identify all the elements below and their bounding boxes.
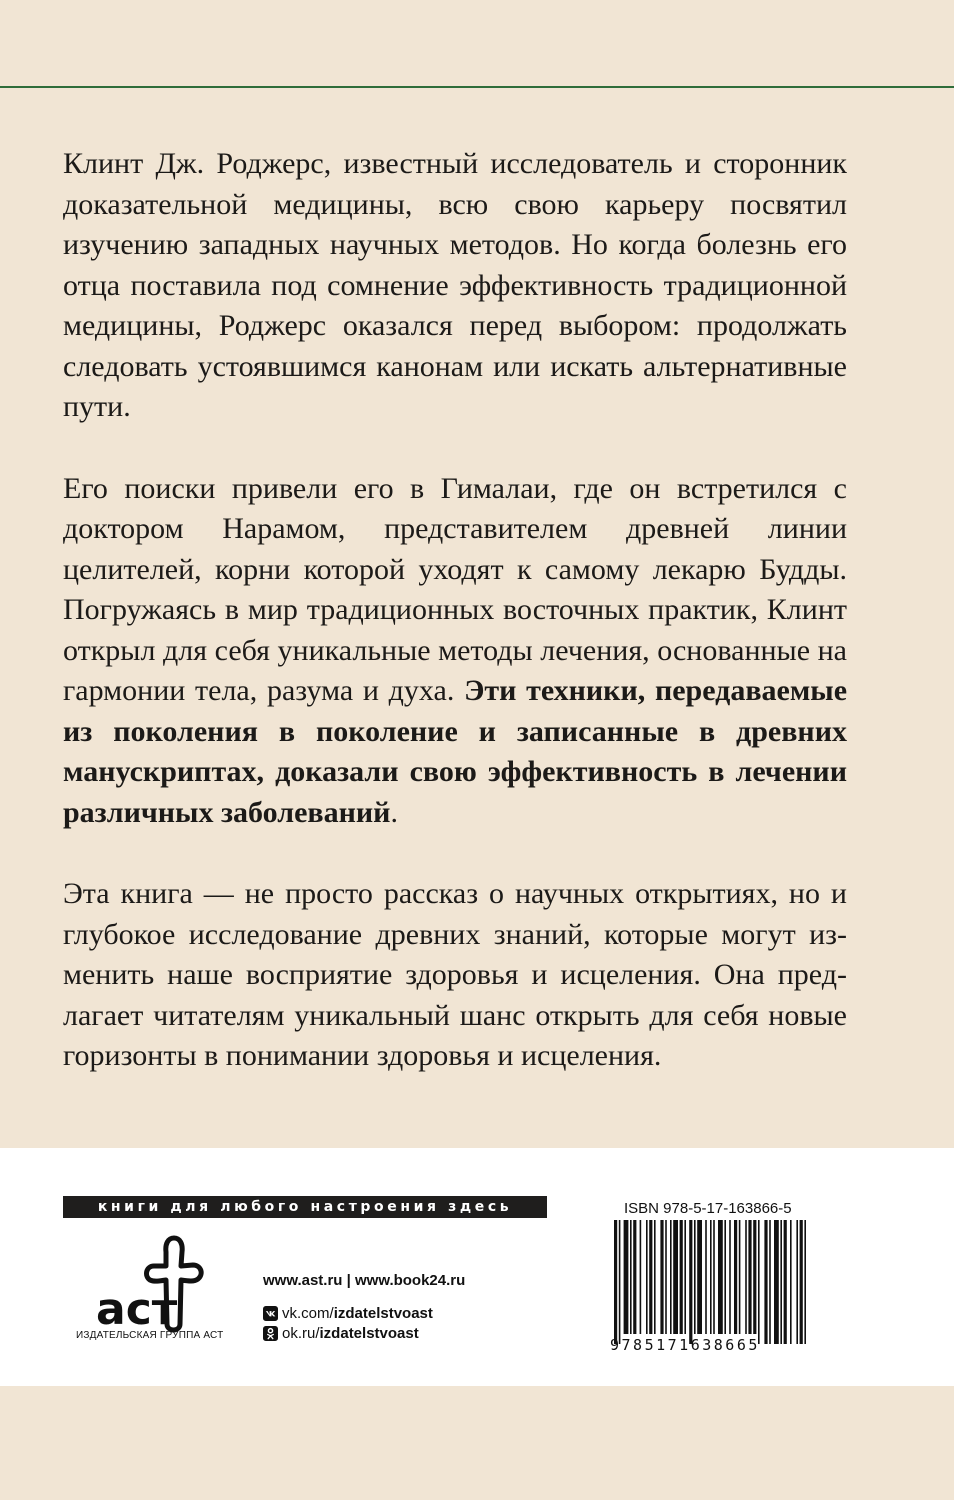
- barcode-bar: [665, 1220, 667, 1334]
- barcode-bar: [619, 1220, 621, 1344]
- barcode-bar: [646, 1220, 648, 1334]
- barcode-bar: [673, 1220, 678, 1334]
- barcode-bar: [739, 1220, 741, 1334]
- barcode-bar: [705, 1220, 707, 1334]
- barcode-bar: [764, 1220, 767, 1344]
- vk-domain: vk.com/: [282, 1304, 334, 1322]
- barcode-bar: [660, 1220, 663, 1334]
- annotation-paragraph-1: Клинт Дж. Роджерс, известный исследователь и сторонник доказательной медицины, всю свою карьеру посвятил изучению западных научных методов. Но когда болезнь его отца поставила под сомнение эффективность традиционной медицины, Роджерс оказался перед выбором: продолжать следовать устоявшимся канонам или искать альтернативные пути.: [63, 147, 847, 423]
- barcode-bar: [790, 1220, 792, 1344]
- website-links[interactable]: www.ast.ru | www.book24.ru: [263, 1272, 466, 1289]
- barcode-bar: [630, 1220, 632, 1334]
- barcode-bar: [718, 1220, 723, 1334]
- barcode-bar: [649, 1220, 652, 1334]
- isbn-label: ISBN 978-5-17-163866-5: [624, 1200, 792, 1217]
- barcode-bar: [689, 1220, 692, 1344]
- barcode-bar: [724, 1220, 726, 1334]
- barcode-bar: [697, 1220, 702, 1334]
- barcode-bar: [780, 1220, 782, 1344]
- barcode-bar: [680, 1220, 683, 1334]
- barcode-bar: [753, 1220, 756, 1334]
- barcode-bar: [694, 1220, 696, 1334]
- barcode-bar: [769, 1220, 771, 1344]
- book-annotation: [63, 144, 847, 1077]
- paragraph-2-period: .: [390, 795, 398, 829]
- barcode-bar: [624, 1220, 629, 1334]
- publisher-links: [263, 1272, 465, 1343]
- publisher-info-band: [0, 1148, 954, 1386]
- barcode-bar: [784, 1220, 787, 1344]
- isbn-barcode: [610, 1220, 810, 1348]
- barcode-bar: [710, 1220, 712, 1334]
- ok-icon: [263, 1326, 278, 1341]
- tagline-banner: книги для любого настроения здесь: [63, 1196, 547, 1218]
- barcode-bar: [670, 1220, 672, 1334]
- annotation-paragraph-3: Эта книга — не просто рассказ о научных открытиях, но и глубокое исследование древних знаний, которые могут изменить наше восприятие здоровья и исцеления. Она предлагает читателям уникальный шанс открыть для себя новые горизонты в понимании здоровья и исцеления.: [63, 877, 847, 1072]
- barcode-bar: [654, 1220, 656, 1334]
- logo-lettering: аст: [96, 1284, 178, 1335]
- ok-handle: izdatelstvoast: [319, 1324, 419, 1342]
- ast-logo: [76, 1232, 226, 1342]
- annotation-paragraph-2: [63, 469, 847, 834]
- vk-handle: izdatelstvoast: [333, 1304, 433, 1322]
- barcode-bar: [640, 1220, 642, 1334]
- ok-link[interactable]: [263, 1323, 465, 1343]
- barcode-bar: [684, 1220, 686, 1334]
- barcode-bar: [713, 1220, 715, 1334]
- vk-icon: [263, 1306, 278, 1321]
- barcode-bar: [804, 1220, 806, 1344]
- barcode-bar: [734, 1220, 737, 1334]
- barcode-bar: [633, 1220, 636, 1334]
- barcode-bar: [745, 1220, 747, 1334]
- top-divider-line: [0, 86, 954, 88]
- vk-link[interactable]: [263, 1303, 465, 1323]
- paragraph-2-bold-text: Эти техники, передаваемые из поколения в поколение и записанные в древних манускриптах, доказали свою эффективность в лечении различных заболеваний: [63, 674, 848, 829]
- barcode-bar: [614, 1220, 617, 1344]
- barcode-bar: [748, 1220, 751, 1334]
- barcode-bar: [796, 1220, 798, 1344]
- barcode-bar: [729, 1220, 731, 1334]
- barcode-bar: [774, 1220, 779, 1344]
- barcode-digits: 9785171638665: [610, 1336, 760, 1354]
- ok-domain: ok.ru/: [282, 1324, 320, 1342]
- barcode-bar: [758, 1220, 760, 1344]
- barcode-bar: [800, 1220, 803, 1344]
- paragraph-2-text: Его поиски привели его в Гималаи, где он встретился с доктором Нарамом, представителем древней линии целителей, корни которой уходят к самому лекарю Будды. Погружаясь в мир традиционных восточных практик, Клинт открыл для себя уникальные методы лечения, основанные на гармонии тела, разума и духа.: [63, 471, 847, 707]
- publisher-caption: ИЗДАТЕЛЬСКАЯ ГРУППА АСТ: [76, 1330, 224, 1341]
